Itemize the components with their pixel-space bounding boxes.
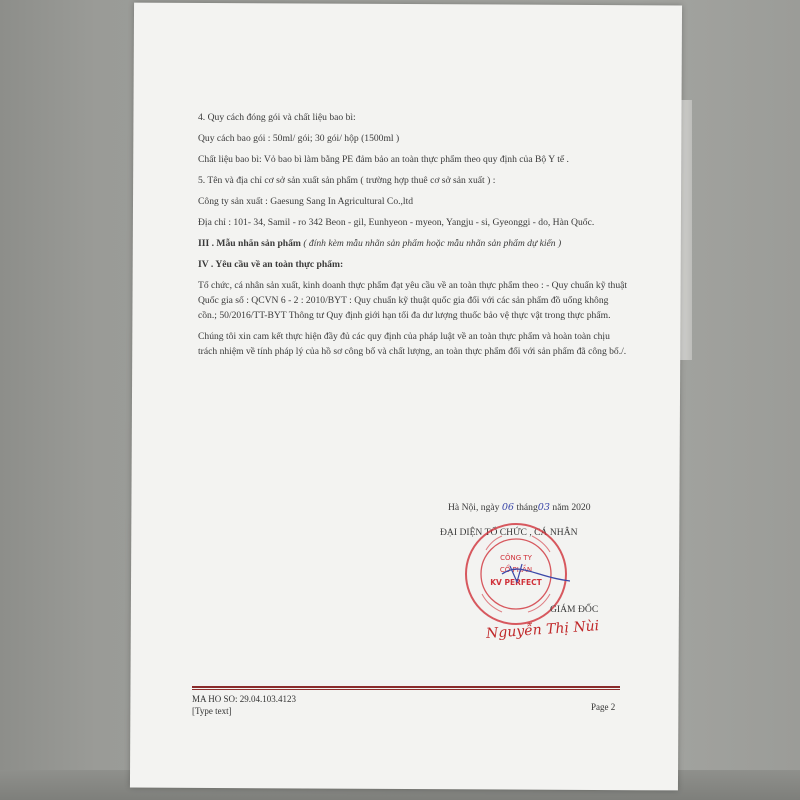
section5-heading: 5. Tên và địa chỉ cơ sở sản xuất sản phẩm ( trường hợp thuê cơ sở sản xuất ) : — [198, 175, 496, 186]
footer-rule — [192, 686, 620, 688]
footer-dossier-code: MA HO SO: 29.04.103.4123 — [192, 694, 297, 704]
section4b-para1: Tổ chức, cá nhân sản xuất, kinh doanh thực phẩm đạt yêu cầu về an toàn thực phẩm theo : - Quy chuẩn kỹ thuật Quốc gia số : QCVN 6 - 2 : 2010/BYT : Quy chuẩn kỹ thuật quốc gia đối với các sản phẩm đồ uống không cồn.; 50/2016/TT-BYT Thông tư Quy định giới hạn tối đa dư lượng thuốc bảo vệ thực vật trong thực phẩm. — [198, 280, 628, 321]
section5-address: Địa chỉ : 101- 34, Samil - ro 342 Beon - gil, Eunhyeon - myeon, Yangju - si, Gyeonggi - do, Hàn Quốc. — [198, 217, 595, 228]
section4b-heading: IV . Yêu cầu về an toàn thực phẩm: — [198, 259, 344, 270]
section4-heading: 4. Quy cách đóng gói và chất liệu bao bì: — [198, 112, 356, 123]
signatory-name: Nguyễn Thị Nùi — [485, 618, 600, 642]
year-text: năm 2020 — [552, 502, 591, 513]
section4-spec: Quy cách bao gói : 50ml/ gói; 30 gói/ hộp (1500ml ) — [198, 133, 400, 144]
document-body — [198, 110, 628, 365]
day-handwritten: 06 — [501, 502, 515, 513]
section3-heading: III . Mẫu nhãn sản phẩm — [198, 238, 301, 249]
director-title: GIÁM ĐỐC — [550, 604, 599, 615]
month-label: tháng — [516, 502, 538, 513]
section4-material: Chất liệu bao bì: Vỏ bao bì làm bằng PE đảm bảo an toàn thực phẩm theo quy định của Bộ Y tế . — [198, 154, 569, 165]
stamp-line1: CÔNG TY — [500, 554, 532, 562]
section3-note: ( đính kèm mẫu nhãn sản phẩm hoặc mẫu nhãn sản phẩm dự kiến ) — [303, 238, 562, 249]
footer-placeholder: [Type text] — [192, 706, 232, 716]
section4b-para2: Chúng tôi xin cam kết thực hiện đầy đủ các quy định của pháp luật về an toàn thực phẩm và hoàn toàn chịu trách nhiệm về tính pháp lý của hồ sơ công bố và chất lượng, an toàn thực phẩm đối với sản phẩm đã công bố./. — [198, 331, 627, 357]
stamp-line3: KV PERFECT — [490, 578, 542, 587]
stamp-line2: CỔ PHẦN — [499, 566, 533, 574]
date-prefix: Hà Nội, ngày — [448, 502, 500, 513]
section3 — [198, 236, 628, 251]
month-handwritten: 03 — [537, 502, 550, 513]
section5-company: Công ty sản xuất : Gaesung Sang In Agricultural Co.,ltd — [198, 196, 414, 207]
date-line — [448, 502, 591, 513]
footer-rule-thin — [192, 689, 620, 690]
representative-title: ĐẠI DIỆN TỔ CHỨC , CÁ NHÂN — [440, 527, 578, 538]
footer-page-number: Page 2 — [591, 702, 616, 712]
